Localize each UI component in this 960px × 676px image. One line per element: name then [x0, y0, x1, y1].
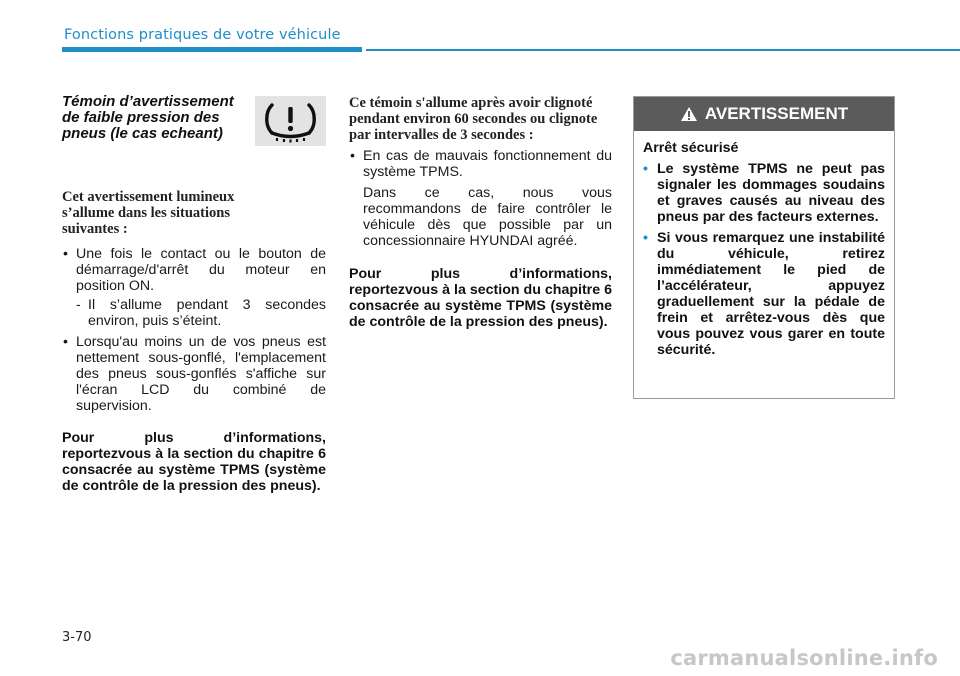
- warning-header: [634, 97, 894, 131]
- left-column: [62, 189, 326, 494]
- left-bullet-2: • Lorsqu'au moins un de vos pneus est nettement sous-gonflé, l'emplacement des pneus sous-gonflés s'affiche sur l'écran LCD du combiné de supervision.: [62, 334, 326, 414]
- warning-item-1: • Le système TPMS ne peut pas signaler les dommages soudains et graves causés au niveau des pneus par des facteurs externes.: [643, 161, 885, 225]
- warning-item-2: • Si vous remarquez une instabilité du véhicule, retirez immédiatement le pied de l’accélérateur, appuyez graduellement sur la pédale de frein et arrêtez-vous dès que vous pouvez vous garer en toute sécurité.: [643, 230, 885, 358]
- left-heading: Cet avertissement lumineux s’allume dans les situations suivantes :: [62, 189, 235, 237]
- middle-reference: Pour plus d’informations, reportezvous à la section du chapitre 6 consacrée au système TPMS (système de contrôle de la pression des pneus).: [349, 266, 612, 330]
- middle-bullet-1: • En cas de mauvais fonctionnement du système TPMS.: [349, 148, 612, 180]
- left-bullet-1: • Une fois le contact ou le bouton de démarrage/d'arrêt du moteur en position ON.: [62, 246, 326, 294]
- left-reference: Pour plus d’informations, reportezvous à la section du chapitre 6 consacrée au système TPMS (système de contrôle de la pression des pneus).: [62, 430, 326, 494]
- warning-triangle-icon: [680, 106, 698, 122]
- tpms-low-pressure-icon: [255, 96, 326, 146]
- watermark: carmanualsonline.info: [670, 646, 938, 670]
- header-rule-thick: [62, 47, 362, 52]
- warning-box: [633, 96, 895, 399]
- warning-subtitle: Arrêt sécurisé: [643, 140, 739, 156]
- left-sub-bullet-1-text: Il s’allume pendant 3 secondes environ, puis s’éteint.: [88, 297, 326, 329]
- indicator-icon-box: [255, 96, 326, 146]
- warning-item-2-text: Si vous remarquez une instabilité du véhicule, retirez immédiatement le pied de l’accélérateur, appuyez graduellement sur la pédale de frein et arrêtez-vous dès que vous pouvez vous garer en toute sécurité.: [657, 230, 885, 358]
- page-number: 3-70: [62, 630, 92, 645]
- header-rule-thin: [366, 49, 960, 51]
- section-title: Fonctions pratiques de votre véhicule: [64, 27, 341, 43]
- warning-header-label: AVERTISSEMENT: [704, 104, 849, 123]
- middle-bullet-1-continued: Dans ce cas, nous vous recommandons de faire contrôler le véhicule dès que possible par un concessionnaire HYUNDAI agréé.: [363, 185, 612, 249]
- indicator-title: Témoin d’avertissement de faible pression des pneus (le cas echeant): [62, 93, 234, 142]
- middle-heading: Ce témoin s'allume après avoir clignoté pendant environ 60 secondes ou clignote par intervalles de 3 secondes :: [349, 95, 598, 143]
- middle-column: [349, 95, 612, 330]
- left-sub-bullet-1: - Il s’allume pendant 3 secondes environ, puis s’éteint.: [76, 297, 326, 329]
- warning-item-1-text: Le système TPMS ne peut pas signaler les dommages soudains et graves causés au niveau des pneus par des facteurs externes.: [657, 161, 885, 225]
